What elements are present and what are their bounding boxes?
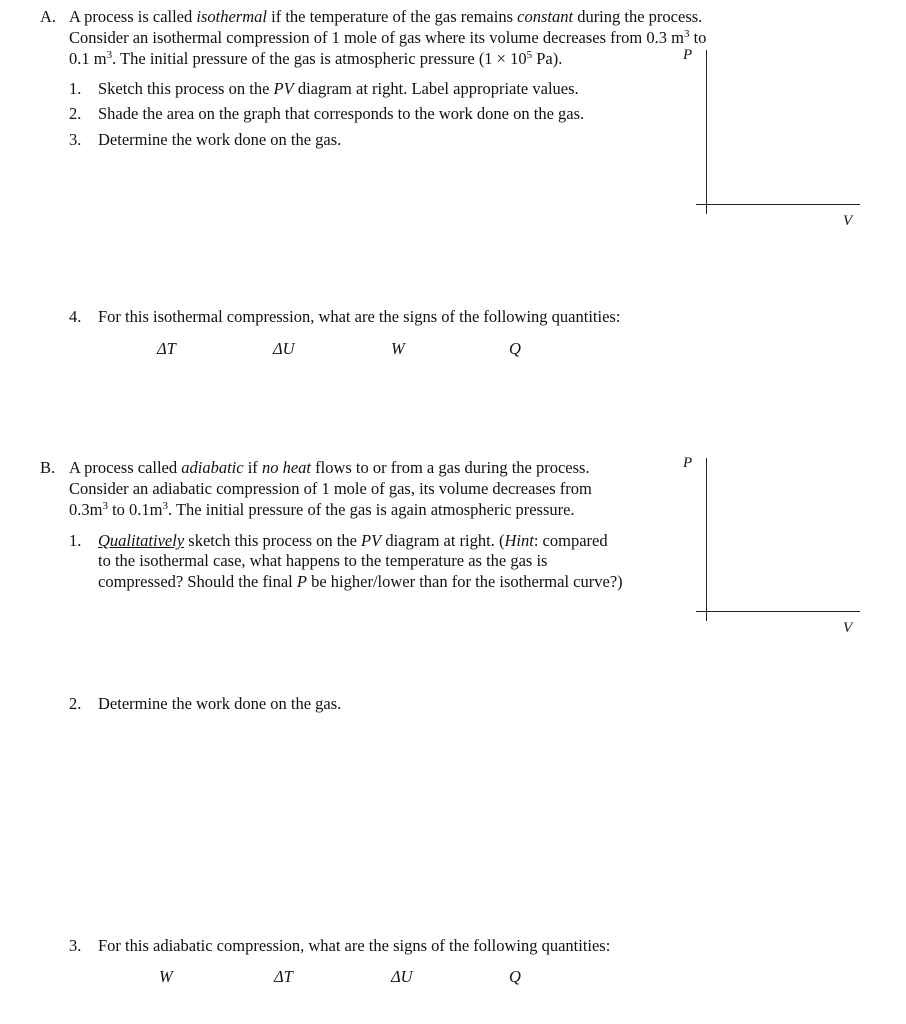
part-a-question-4: For this isothermal compression, what are the signs of the following quantities: (98, 307, 621, 326)
v-axis-label: V (843, 213, 853, 229)
v-axis (696, 204, 860, 205)
v-axis-label: V (843, 620, 853, 636)
part-a-item-3: Determine the work done on the gas. (98, 130, 342, 149)
item-number: 3. (69, 130, 82, 149)
quantity-w: W (391, 339, 405, 358)
part-b-marker: B. (40, 458, 56, 477)
quantity-w: W (159, 967, 173, 986)
item-number: 1. (69, 531, 82, 550)
part-b-line-2: Consider an adiabatic compression of 1 mole of gas, its volume decreases from (69, 479, 592, 498)
quantity-q: Q (509, 339, 521, 358)
p-axis-label: P (683, 47, 693, 63)
quantity-delta-u: ΔU (391, 967, 413, 986)
p-axis-label: P (683, 455, 693, 471)
part-a-item-2: Shade the area on the graph that corresponds to the work done on the gas. (98, 104, 585, 123)
part-b-item-1-line-2: to the isothermal case, what happens to the temperature as the gas is (98, 551, 548, 570)
part-a-marker: A. (40, 7, 57, 26)
quantity-delta-t: ΔT (274, 967, 293, 986)
quantity-q: Q (509, 967, 521, 986)
part-a-line-3: 0.1 $m^3$. The initial pressure of the gas is atmospheric pressure ($1 \times 10^5$ Pa). (69, 49, 563, 68)
p-axis (706, 50, 707, 214)
part-b-line-1: A process called adiabatic if no heat flows to or from a gas during the process. (69, 458, 590, 477)
v-axis (696, 611, 860, 612)
part-b-item-2: Determine the work done on the gas. (98, 694, 342, 713)
item-number: 3. (69, 936, 82, 955)
part-a-line-2: Consider an isothermal compression of 1 mole of gas where its volume decreases from 0.3 $m^3$ to (69, 28, 707, 47)
part-b-item-1-line-1: Qualitatively sketch this process on the PV diagram at right. (Hint: compared (98, 531, 608, 550)
part-b-item-1-line-3: compressed? Should the final P be higher/lower than for the isothermal curve?) (98, 572, 623, 591)
part-b-item-3: For this adiabatic compression, what are the signs of the following quantities: (98, 936, 611, 955)
part-a-line-1: A process is called isothermal if the temperature of the gas remains constant during the process. (69, 7, 703, 26)
quantity-delta-u: ΔU (273, 339, 295, 358)
part-b-line-3: $0.3m^3$ to $0.1m^3$. The initial pressure of the gas is again atmospheric pressure. (69, 500, 575, 519)
quantity-delta-t: ΔT (157, 339, 176, 358)
item-number: 1. (69, 79, 82, 98)
item-number: 4. (69, 307, 82, 326)
item-number: 2. (69, 694, 82, 713)
p-axis (706, 458, 707, 621)
item-number: 2. (69, 104, 82, 123)
part-a-item-1: Sketch this process on the PV diagram at right. Label appropriate values. (98, 79, 579, 98)
